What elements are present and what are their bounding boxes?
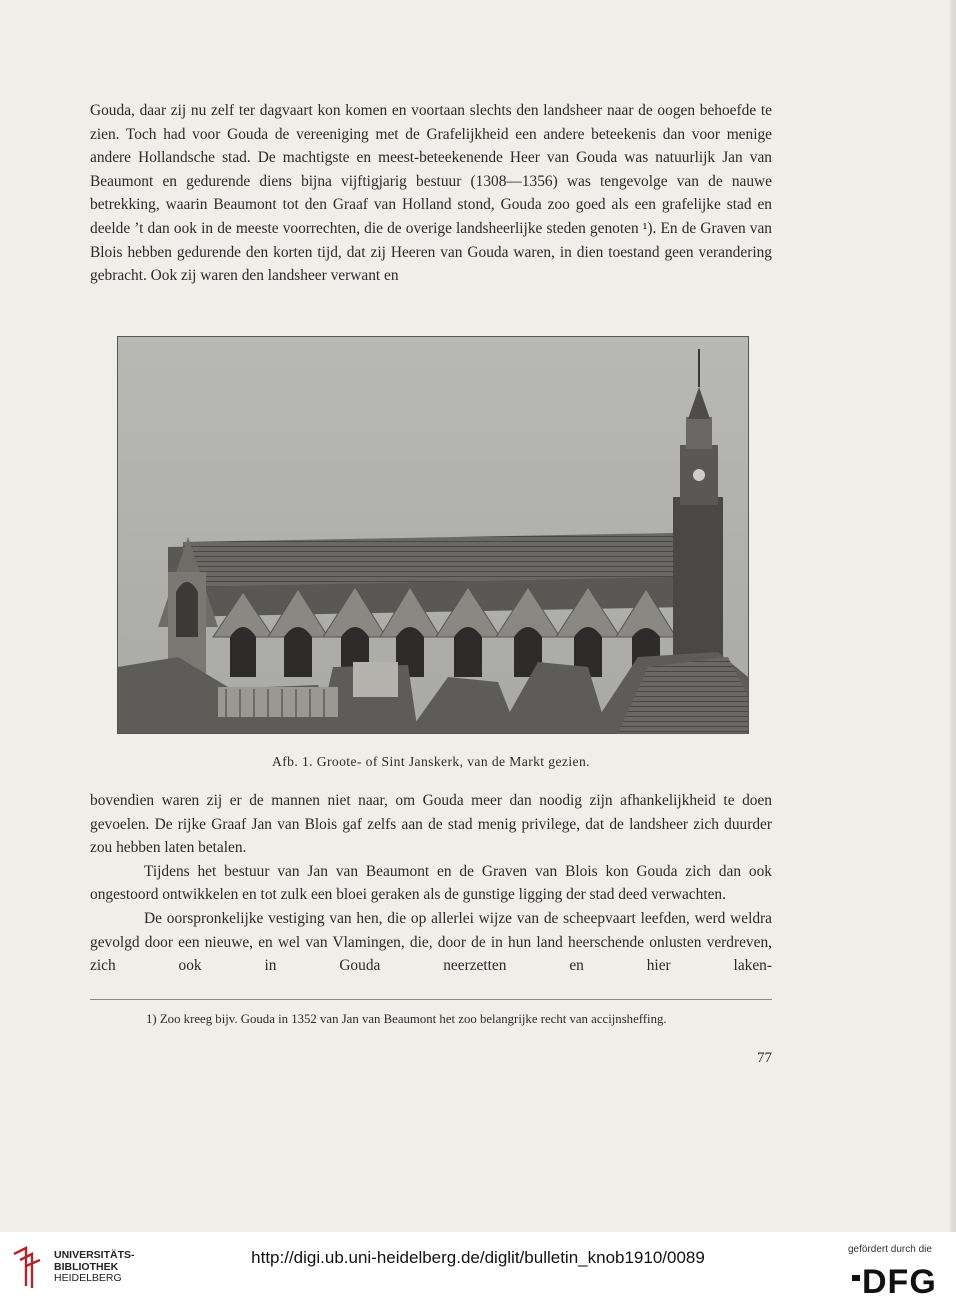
university-library-logo-text[interactable] bbox=[54, 1250, 135, 1285]
sint-janskerk-photo-image bbox=[118, 337, 748, 733]
viewer-footer bbox=[0, 1232, 956, 1304]
church-photograph bbox=[117, 336, 749, 734]
dfg-logo-dash bbox=[852, 1275, 860, 1281]
permalink-url[interactable]: http://digi.ub.uni-heidelberg.de/diglit/bulletin_knob1910/0089 bbox=[251, 1248, 705, 1267]
library-line3: HEIDELBERG bbox=[54, 1272, 122, 1284]
body-text-bottom bbox=[90, 789, 772, 978]
paragraph: De oorspronkelijke vestiging van hen, die op allerlei wijze van de scheepvaart leefden, werd weldra gevolgd door een nieuwe, en wel van Vlamingen, die, door de in hun land heerschende onlusten verdreven, zich ook in Gouda neerzetten en hier laken- bbox=[90, 909, 772, 975]
page-edge-shadow bbox=[950, 0, 956, 1232]
university-library-logo-icon bbox=[10, 1244, 46, 1290]
funded-by-label: gefördert durch die bbox=[848, 1244, 932, 1255]
figure-caption: Afb. 1. Groote- of Sint Janskerk, van de Markt gezien. bbox=[272, 754, 590, 769]
library-line2: BIBLIOTHEK bbox=[54, 1260, 119, 1273]
paragraph: Tijdens het bestuur van Jan van Beaumont en de Graven van Blois kon Gouda zich dan ook ongestoord ontwikkelen en tot zulk een bloei geraken als de gunstige ligging der stad deed verwachten. bbox=[90, 862, 772, 904]
footnote-divider bbox=[90, 999, 772, 1000]
footnote: 1) Zoo kreeg bijv. Gouda in 1352 van Jan van Beaumont het zoo belangrijke recht van accijnsheffing. bbox=[146, 1012, 667, 1026]
page-number: 77 bbox=[757, 1050, 772, 1066]
dfg-logo[interactable] bbox=[852, 1262, 944, 1296]
dfg-logo-text: DFG bbox=[862, 1263, 937, 1296]
paragraph: Gouda, daar zij nu zelf ter dagvaart kon komen en voortaan slechts den landsheer naar de oogen behoefde te zien. Toch had voor Gouda de vereeniging met de Grafelijkheid een andere beteekenis dan voor menige andere Hollandsche stad. De machtigste en meest-beteekenende Heer van Gouda was natuurlijk Jan van Beaumont en gedurende diens bijna vijftigjarig bestuur (1308—1356) was tengevolge van de nauwe betrekking, waarin Beaumont tot den Graaf van Holland stond, Gouda zoo goed als een grafelijke stad en deelde ’t dan ook in de meeste voorrechten, die de overige landsheerlijke steden genoten ¹). En de Graven van Blois hebben gedurende den korten tijd, dat zij Heeren van Gouda waren, in dien toestand geen verandering gebracht. Ook zij waren den landsheer verwant en bbox=[90, 102, 772, 285]
paragraph: bovendien waren zij er de mannen niet naar, om Gouda meer dan noodig zijn afhankelijkheid te doen gevoelen. De rijke Graaf Jan van Blois gaf zelfs aan de stad menig privilege, dat de landsheer zich duurder zou hebben laten betalen. bbox=[90, 792, 772, 857]
body-text-top bbox=[90, 99, 772, 288]
library-line1: UNIVERSITÄTS- bbox=[54, 1249, 135, 1261]
